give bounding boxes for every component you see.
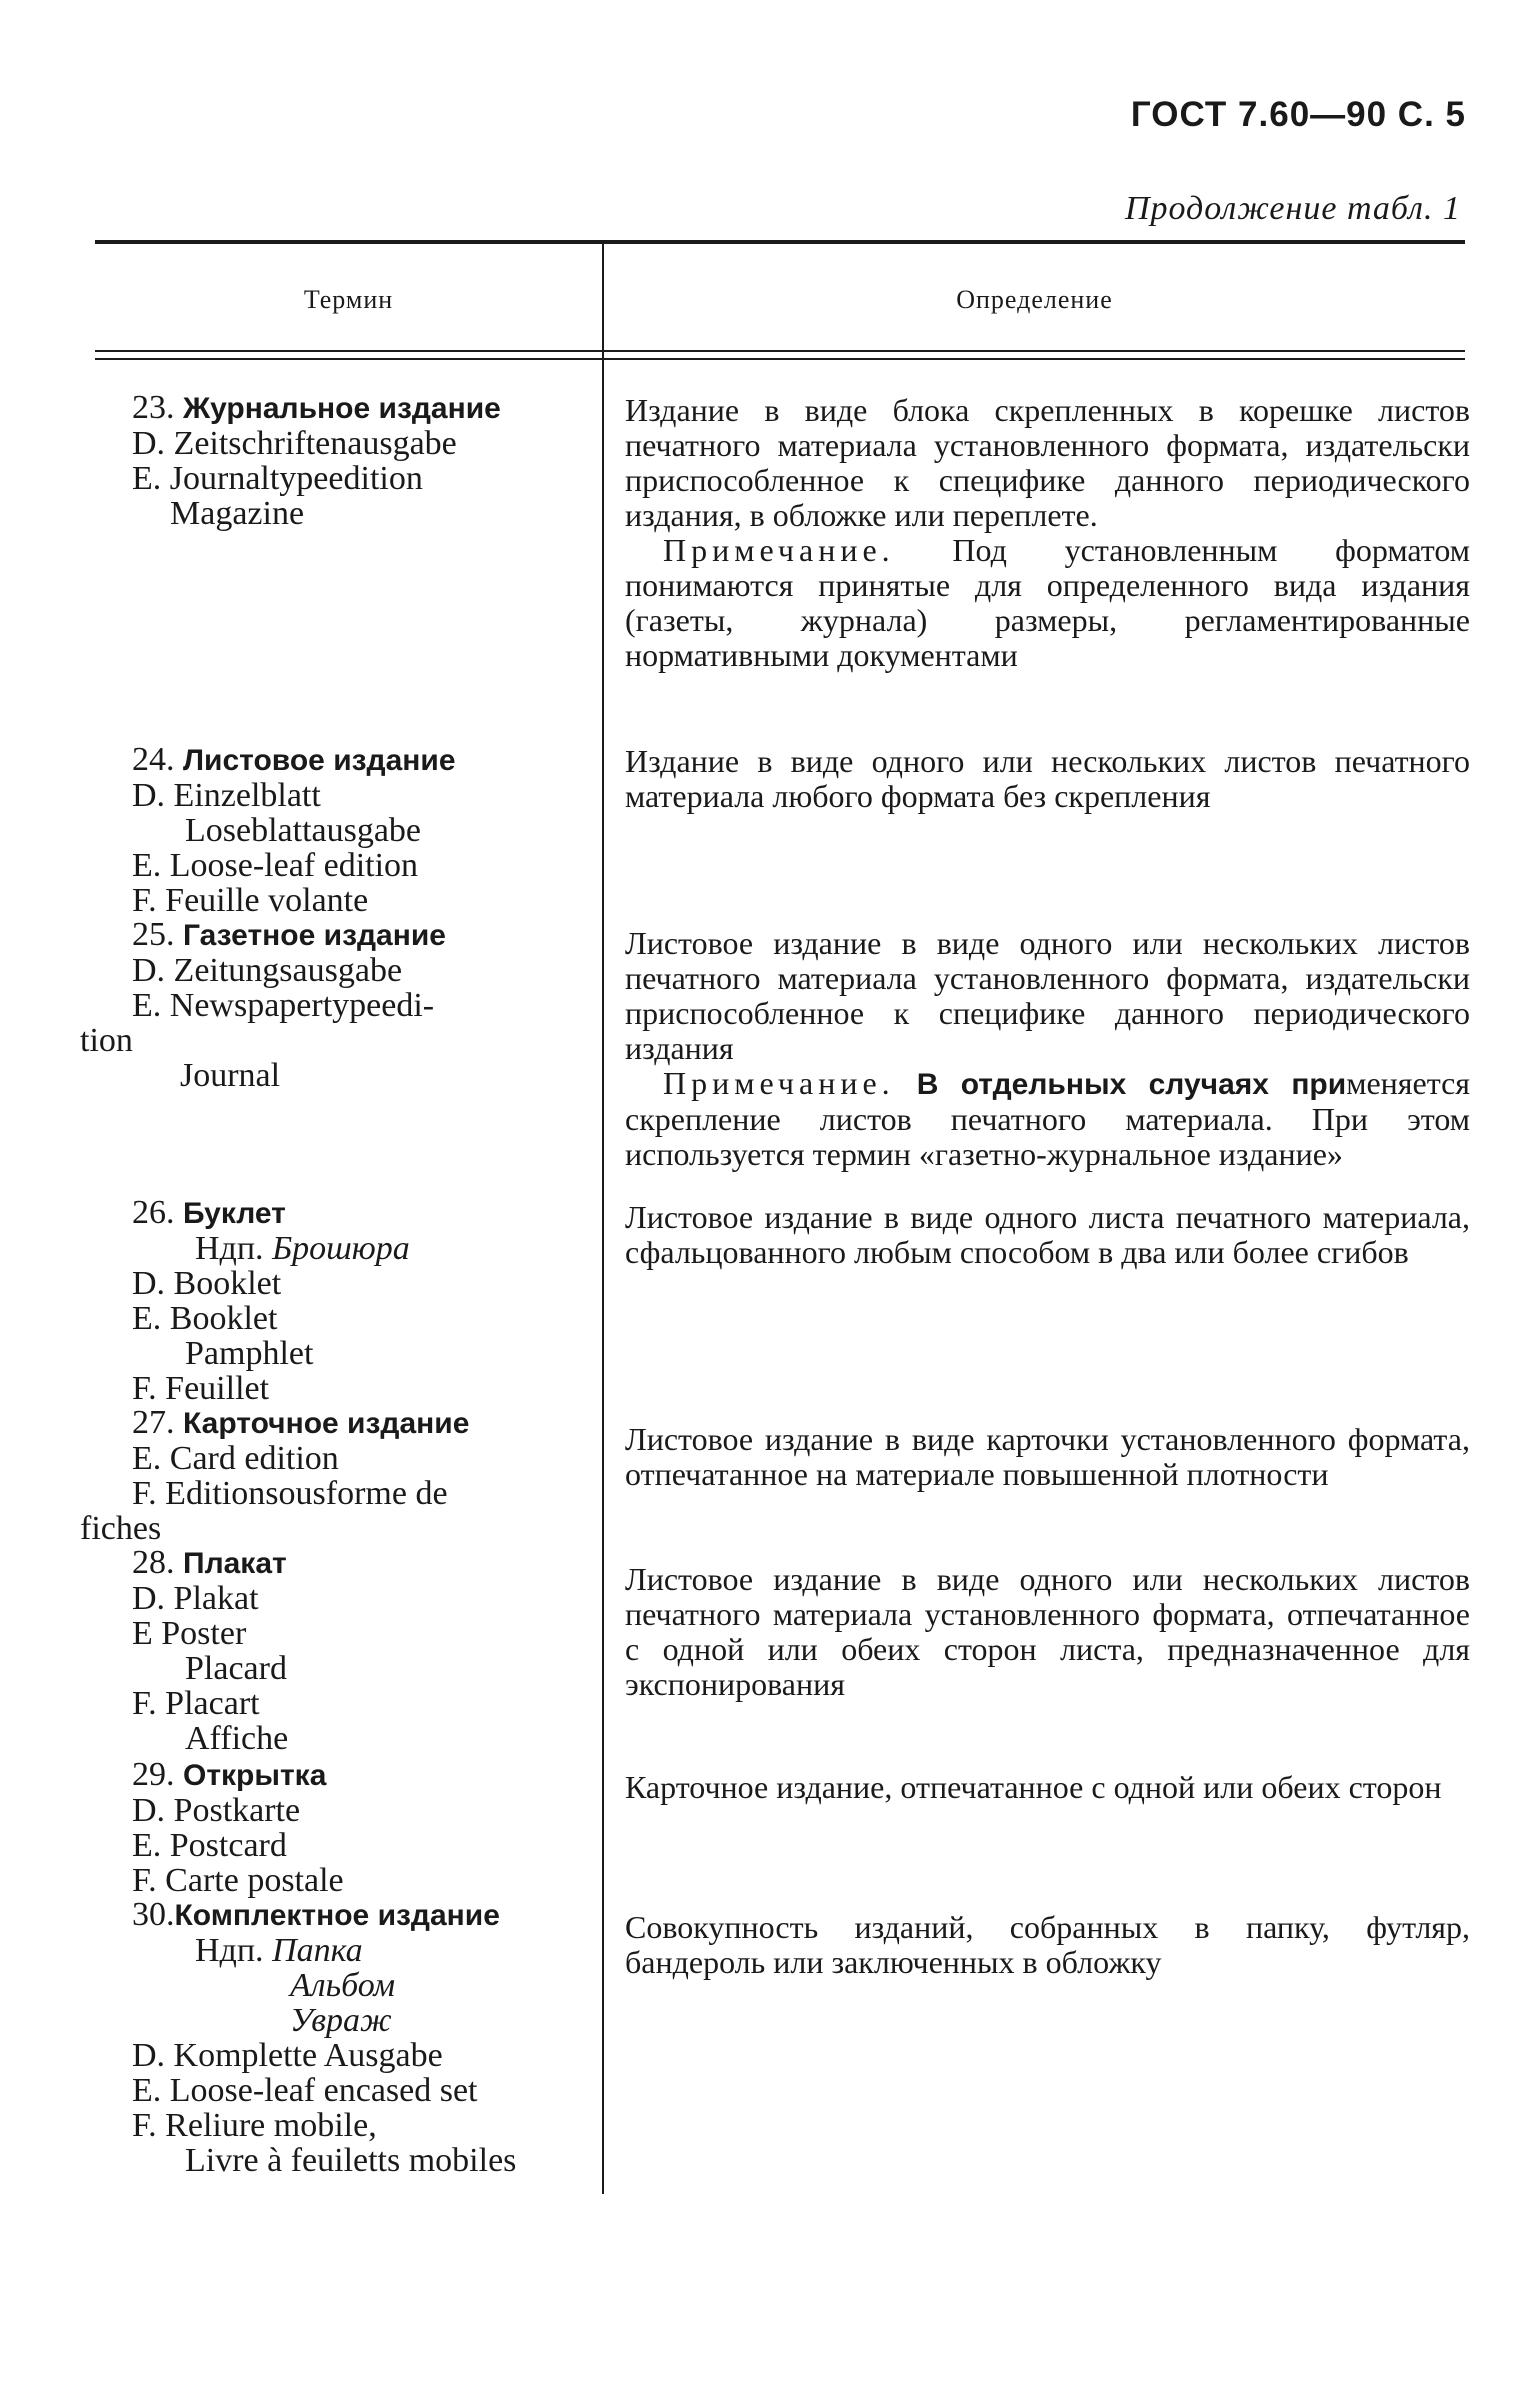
document-code: ГОСТ 7.60—90 С. 5 xyxy=(1130,95,1466,134)
definition-29: Карточное издание, отпечатанное с одной или обеих сторон xyxy=(625,1769,1442,1805)
table-continuation-label: Продолжение табл. 1 xyxy=(1124,190,1461,227)
term-entry-28: 28. Плакат D. Plakat E Poster Placard F. Placart Affiche xyxy=(132,1544,289,1757)
column-header-definition: Определение xyxy=(956,285,1113,314)
term-entry-29: 29. Открытка D. Postkarte E. Postcard F. Carte postale xyxy=(132,1756,344,1899)
term-entry-26: 26. Буклет Ндп. Брошюра D. Booklet E. Booklet Pamphlet F. Feuillet xyxy=(132,1194,410,1407)
definition-26: Листовое издание в виде одного листа печатного материала, сфальцованного любым способом в два или более сгибов xyxy=(625,1199,1470,1270)
definition-27: Листовое издание в виде карточки установленного формата, отпечатанное на материале повышенной плотности xyxy=(625,1421,1470,1492)
definition-25: Листовое издание в виде одного или нескольких листов печатного материала установленного формата, издательски приспособленное к специфике данного периодического издания Примечание. В отдельных случаях применяется скрепление листов печатного материала. При этом используется термин «газетно-журнальное издание» xyxy=(625,925,1470,1172)
definition-24: Издание в виде одного или нескольких листов печатного материала любого формата без скрепления xyxy=(625,743,1470,814)
definition-28: Листовое издание в виде одного или нескольких листов печатного материала установленного формата, отпечатанное с одной или обеих сторон листа, предназначенное для экспонирования xyxy=(625,1561,1470,1702)
column-header-term: Термин xyxy=(303,285,394,314)
definition-23: Издание в виде блока скрепленных в корешке листов печатного материала установленного формата, издательски приспособленное к специфике данного периодического издания, в обложке или переплете. Примечание. Под установленным форматом понимаются принятые для определенного вида издания (газеты, журнала) размеры, регламентированные нормативными документами xyxy=(625,392,1471,673)
header-rule xyxy=(95,350,1465,352)
term-entry-23: 23. Журнальное издание D. Zeitschriftenausgabe E. Journaltypeedition Magazine xyxy=(132,389,501,532)
definition-30: Совокупность изданий, собранных в папку, футляр, бандероль или заключенных в обложку xyxy=(625,1909,1470,1980)
term-entry-24: 24. Листовое издание D. Einzelblatt Loseblattausgabe E. Loose-leaf edition F. Feuille volante xyxy=(132,741,456,919)
term-entry-30: 30.Комплектное издание Ндп. Папка Альбом Увраж D. Komplette Ausgabe E. Loose-leaf encased set F. Reliure mobile, Livre à feuiletts mobiles xyxy=(132,1896,517,2179)
table-top-rule xyxy=(95,240,1465,244)
header-rule xyxy=(95,358,1465,360)
column-divider xyxy=(602,244,604,2194)
term-entry-27: 27. Карточное издание E. Card edition F. Editionsousforme de fiches xyxy=(80,1404,470,1547)
term-entry-25: 25. Газетное издание D. Zeitungsausgabe E. Newspapertypeedi- tion Journal xyxy=(80,916,446,1094)
